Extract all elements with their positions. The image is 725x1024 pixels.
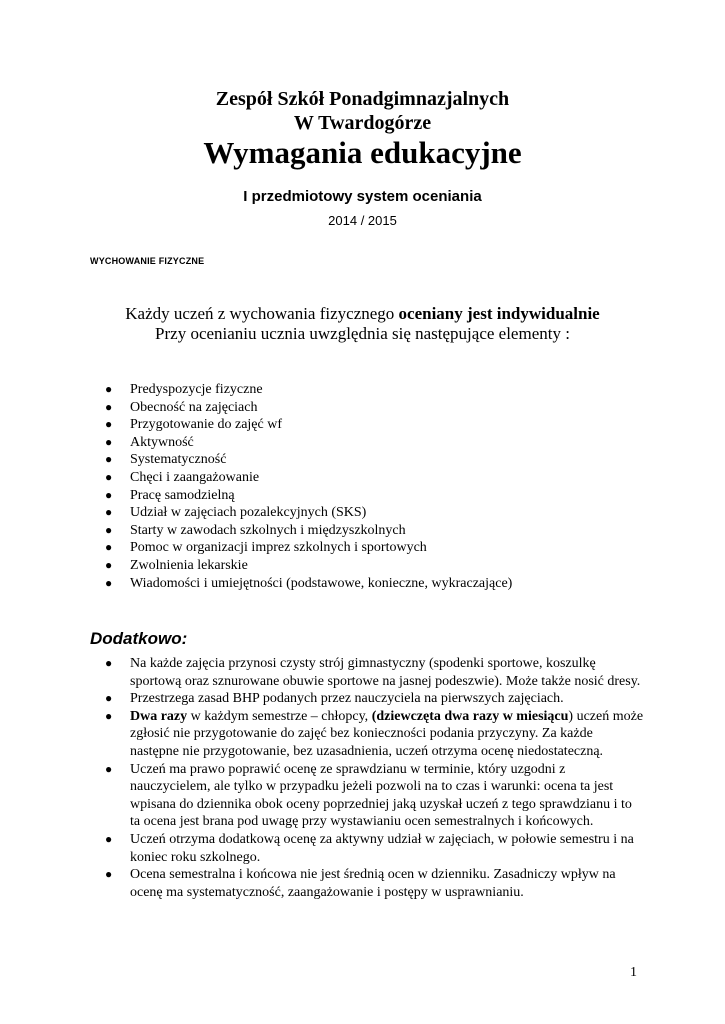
additional-emphasis: Dwa razy — [130, 708, 188, 724]
criteria-label: Predyspozycje fizyczne — [130, 382, 263, 397]
criteria-label: Systematyczność — [130, 452, 227, 468]
criteria-label: Aktywność — [130, 434, 194, 450]
additional-text: Uczeń ma prawo poprawić ocenę ze sprawdzianu w terminie, który uzgodni z nauczycielem, ale tylko w przypadku jeżeli pozwoli na to czas i warunki: ocena ta jest wpisana do dziennika obok oceny poprzedniej jaką uzyskał uczeń z tego sprawdzianu i to ta ocena jest brana pod uwagę przy wystawianiu ocen semestralnych i końcowych. — [130, 761, 632, 830]
bullet-icon: ● — [105, 382, 113, 396]
intro-text: Każdy uczeń z wychowania fizycznego — [125, 304, 399, 323]
criteria-label: Chęci i zaangażowanie — [130, 469, 260, 485]
list-item — [104, 575, 512, 593]
bullet-icon: ● — [105, 575, 113, 590]
bullet-icon: ● — [105, 505, 113, 520]
criteria-label: Pomoc w organizacji imprez szkolnych i sportowych — [130, 540, 427, 556]
additional-text: Przestrzega zasad BHP podanych przez nauczyciela na pierwszych zajęciach. — [130, 691, 564, 707]
bullet-icon: ● — [105, 557, 113, 572]
list-item — [104, 866, 644, 901]
additional-text: Uczeń otrzyma dodatkową ocenę za aktywny udział w zajęciach, w połowie semestru i na koniec roku szkolnego. — [130, 831, 634, 865]
bullet-icon: ● — [105, 452, 113, 467]
list-item — [104, 381, 512, 399]
bullet-icon: ● — [105, 469, 113, 484]
criteria-label: Wiadomości i umiejętności (podstawowe, konieczne, wykraczające) — [130, 575, 513, 591]
list-item — [104, 539, 512, 557]
criteria-label: Zwolnienia lekarskie — [130, 557, 248, 573]
list-item — [104, 708, 644, 761]
bullet-icon: ● — [105, 399, 113, 414]
list-item — [104, 557, 512, 575]
list-item — [104, 690, 644, 708]
additional-list — [104, 655, 644, 901]
criteria-label: Pracę samodzielną — [130, 487, 235, 503]
document-title: Wymagania edukacyjne — [203, 135, 522, 170]
bullet-icon: ● — [105, 417, 113, 432]
additional-text: Na każde zajęcia przynosi czysty strój gimnastyczny (spodenki sportowe, koszulkę sportową oraz sznurowane obuwie sportowe na jasnej podeszwie). Może także nosić dresy. — [130, 656, 641, 689]
criteria-label: Przygotowanie do zajęć wf — [130, 417, 282, 433]
criteria-label: Obecność na zajęciach — [130, 399, 258, 415]
list-item — [104, 522, 512, 540]
list-item — [104, 399, 512, 417]
additional-emphasis: (dziewczęta dwa razy w miesiącu — [371, 708, 569, 724]
intro-line-2: Przy ocenianiu ucznia uwzględnia się następujące elementy : — [155, 324, 570, 343]
list-item — [104, 655, 644, 690]
additional-text: ) uczeń może zgłosić nie przygotowanie do zajęć bez konieczności podania przyczyny. Za każde następne nie przygotowanie, bez uzasadnienia, uczeń otrzyma ocenę niedostateczną. — [130, 708, 644, 759]
school-year: 2014 / 2015 — [328, 213, 397, 228]
criteria-list — [104, 381, 512, 592]
school-name-line1: Zespół Szkół Ponadgimnazjalnych — [215, 88, 510, 110]
criteria-label: Udział w zajęciach pozalekcyjnych (SKS) — [130, 505, 367, 521]
additional-heading: Dodatkowo: — [90, 629, 188, 648]
intro-emphasis: oceniany jest indywidualnie — [398, 304, 600, 323]
list-item — [104, 451, 512, 469]
school-name-line2: W Twardogórze — [293, 112, 432, 134]
list-item — [104, 761, 644, 831]
list-item — [104, 504, 512, 522]
criteria-label: Starty w zawodach szkolnych i międzyszkolnych — [130, 522, 406, 538]
bullet-icon: ● — [105, 831, 113, 846]
bullet-icon: ● — [105, 434, 113, 449]
bullet-icon: ● — [105, 691, 113, 706]
list-item — [104, 487, 512, 505]
bullet-icon: ● — [105, 487, 113, 502]
subject-heading: WYCHOWANIE FIZYCZNE — [90, 256, 205, 266]
bullet-icon: ● — [105, 540, 113, 555]
additional-text: w każdym semestrze – chłopcy, — [187, 708, 372, 724]
list-item — [104, 416, 512, 434]
page-number: 1 — [630, 965, 637, 980]
additional-text: Ocena semestralna i końcowa nie jest średnią ocen w dzienniku. Zasadniczy wpływ na ocenę ma systematyczność, zaangażowanie i postępy w usprawnianiu. — [130, 867, 616, 900]
bullet-icon: ● — [105, 761, 113, 776]
list-item — [104, 434, 512, 452]
list-item — [104, 831, 644, 866]
bullet-icon: ● — [105, 708, 113, 723]
list-item — [104, 469, 512, 487]
intro-line-1 — [0, 304, 725, 324]
bullet-icon: ● — [105, 656, 113, 670]
document-subtitle: I przedmiotowy system oceniania — [243, 188, 482, 205]
bullet-icon: ● — [105, 867, 113, 882]
bullet-icon: ● — [105, 522, 113, 537]
